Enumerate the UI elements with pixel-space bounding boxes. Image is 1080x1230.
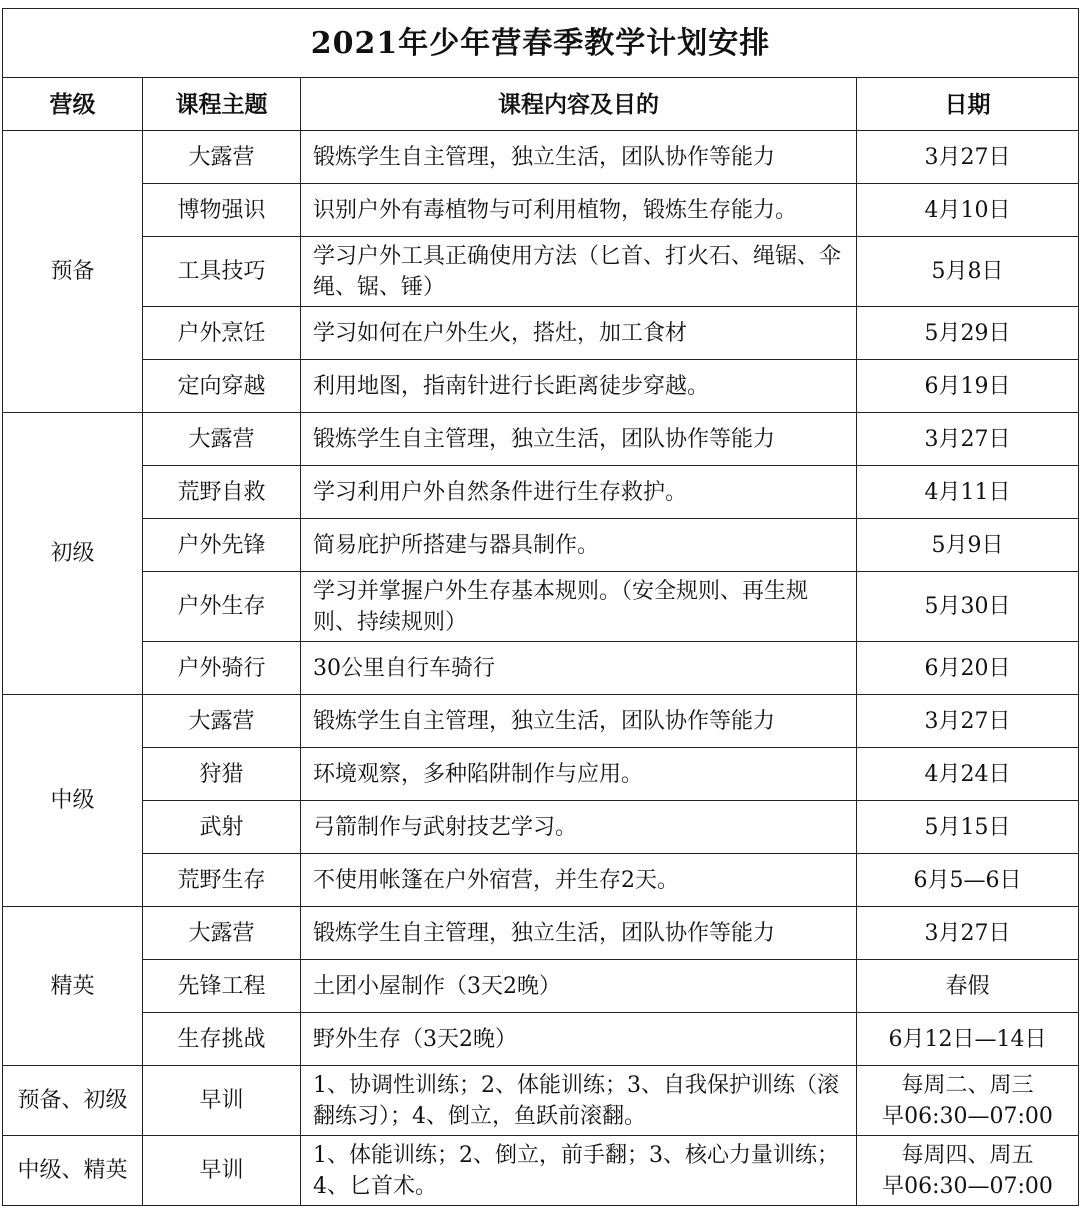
table-row bbox=[3, 519, 1079, 572]
date-cell: 4月24日 bbox=[857, 748, 1079, 801]
table-row bbox=[3, 307, 1079, 360]
table-row bbox=[3, 413, 1079, 466]
topic-cell: 先锋工程 bbox=[143, 960, 301, 1013]
topic-cell: 生存挑战 bbox=[143, 1013, 301, 1066]
table-row bbox=[3, 960, 1079, 1013]
topic-cell: 荒野生存 bbox=[143, 854, 301, 907]
content-cell: 土团小屋制作（3天2晚） bbox=[301, 960, 857, 1013]
date-cell: 6月12日—14日 bbox=[857, 1013, 1079, 1066]
date-days: 每周二、周三 bbox=[901, 1072, 1034, 1098]
date-cell bbox=[857, 1066, 1079, 1136]
date-cell: 3月27日 bbox=[857, 131, 1079, 184]
content-cell: 锻炼学生自主管理，独立生活，团队协作等能力 bbox=[301, 413, 857, 466]
date-days: 每周四、周五 bbox=[901, 1142, 1034, 1168]
date-cell: 3月27日 bbox=[857, 907, 1079, 960]
date-cell: 6月5—6日 bbox=[857, 854, 1079, 907]
topic-cell: 早训 bbox=[143, 1136, 301, 1206]
content-cell: 弓箭制作与武射技艺学习。 bbox=[301, 801, 857, 854]
date-cell: 春假 bbox=[857, 960, 1079, 1013]
date-cell: 3月27日 bbox=[857, 413, 1079, 466]
level-cell: 初级 bbox=[3, 413, 143, 695]
table-row bbox=[3, 184, 1079, 237]
content-cell: 1、协调性训练；2、体能训练；3、自我保护训练（滚翻练习）；4、倒立，鱼跃前滚翻。 bbox=[301, 1066, 857, 1136]
content-cell: 简易庇护所搭建与器具制作。 bbox=[301, 519, 857, 572]
table-row bbox=[3, 360, 1079, 413]
content-cell: 不使用帐篷在户外宿营，并生存2天。 bbox=[301, 854, 857, 907]
topic-cell: 狩猎 bbox=[143, 748, 301, 801]
topic-cell: 户外生存 bbox=[143, 572, 301, 642]
topic-cell: 大露营 bbox=[143, 413, 301, 466]
table-row bbox=[3, 572, 1079, 642]
date-cell: 4月10日 bbox=[857, 184, 1079, 237]
topic-cell: 博物强识 bbox=[143, 184, 301, 237]
table-row bbox=[3, 801, 1079, 854]
content-cell: 30公里自行车骑行 bbox=[301, 642, 857, 695]
content-cell: 学习如何在户外生火，搭灶，加工食材 bbox=[301, 307, 857, 360]
content-cell: 利用地图，指南针进行长距离徒步穿越。 bbox=[301, 360, 857, 413]
level-cell: 预备 bbox=[3, 131, 143, 413]
topic-cell: 户外先锋 bbox=[143, 519, 301, 572]
table-row bbox=[3, 466, 1079, 519]
date-cell: 5月29日 bbox=[857, 307, 1079, 360]
header-date: 日期 bbox=[857, 78, 1079, 131]
topic-cell: 定向穿越 bbox=[143, 360, 301, 413]
topic-cell: 荒野自救 bbox=[143, 466, 301, 519]
topic-cell: 工具技巧 bbox=[143, 237, 301, 307]
content-cell: 识别户外有毒植物与可利用植物，锻炼生存能力。 bbox=[301, 184, 857, 237]
topic-cell: 大露营 bbox=[143, 695, 301, 748]
topic-cell: 早训 bbox=[143, 1066, 301, 1136]
date-cell: 5月9日 bbox=[857, 519, 1079, 572]
level-cell: 中级、精英 bbox=[3, 1136, 143, 1206]
date-time: 早06:30—07:00 bbox=[882, 1173, 1053, 1199]
table-row bbox=[3, 237, 1079, 307]
date-cell: 5月30日 bbox=[857, 572, 1079, 642]
date-cell: 5月8日 bbox=[857, 237, 1079, 307]
topic-cell: 户外烹饪 bbox=[143, 307, 301, 360]
date-cell: 3月27日 bbox=[857, 695, 1079, 748]
date-time: 早06:30—07:00 bbox=[882, 1103, 1053, 1129]
content-cell: 学习户外工具正确使用方法（匕首、打火石、绳锯、伞绳、锯、锤） bbox=[301, 237, 857, 307]
content-cell: 环境观察，多种陷阱制作与应用。 bbox=[301, 748, 857, 801]
header-content: 课程内容及目的 bbox=[301, 78, 857, 131]
page-title: 2021年少年营春季教学计划安排 bbox=[3, 9, 1079, 78]
table-row bbox=[3, 1066, 1079, 1136]
content-cell: 野外生存（3天2晚） bbox=[301, 1013, 857, 1066]
topic-cell: 大露营 bbox=[143, 907, 301, 960]
table-row bbox=[3, 131, 1079, 184]
content-cell: 学习利用户外自然条件进行生存救护。 bbox=[301, 466, 857, 519]
date-cell: 6月20日 bbox=[857, 642, 1079, 695]
table-row bbox=[3, 1136, 1079, 1206]
date-cell: 5月15日 bbox=[857, 801, 1079, 854]
level-cell: 预备、初级 bbox=[3, 1066, 143, 1136]
table-row bbox=[3, 907, 1079, 960]
schedule-table bbox=[2, 8, 1079, 1206]
date-cell: 6月19日 bbox=[857, 360, 1079, 413]
content-cell: 1、体能训练；2、倒立，前手翻；3、核心力量训练；4、匕首术。 bbox=[301, 1136, 857, 1206]
header-topic: 课程主题 bbox=[143, 78, 301, 131]
date-cell: 4月11日 bbox=[857, 466, 1079, 519]
table-row bbox=[3, 748, 1079, 801]
content-cell: 锻炼学生自主管理，独立生活，团队协作等能力 bbox=[301, 907, 857, 960]
table-row bbox=[3, 695, 1079, 748]
level-cell: 精英 bbox=[3, 907, 143, 1066]
content-cell: 锻炼学生自主管理，独立生活，团队协作等能力 bbox=[301, 131, 857, 184]
topic-cell: 武射 bbox=[143, 801, 301, 854]
table-row bbox=[3, 1013, 1079, 1066]
table-row bbox=[3, 854, 1079, 907]
level-cell: 中级 bbox=[3, 695, 143, 907]
schedule-document bbox=[2, 8, 1078, 1206]
content-cell: 学习并掌握户外生存基本规则。（安全规则、再生规则、持续规则） bbox=[301, 572, 857, 642]
topic-cell: 大露营 bbox=[143, 131, 301, 184]
header-level: 营级 bbox=[3, 78, 143, 131]
table-row bbox=[3, 642, 1079, 695]
date-cell bbox=[857, 1136, 1079, 1206]
content-cell: 锻炼学生自主管理，独立生活，团队协作等能力 bbox=[301, 695, 857, 748]
topic-cell: 户外骑行 bbox=[143, 642, 301, 695]
